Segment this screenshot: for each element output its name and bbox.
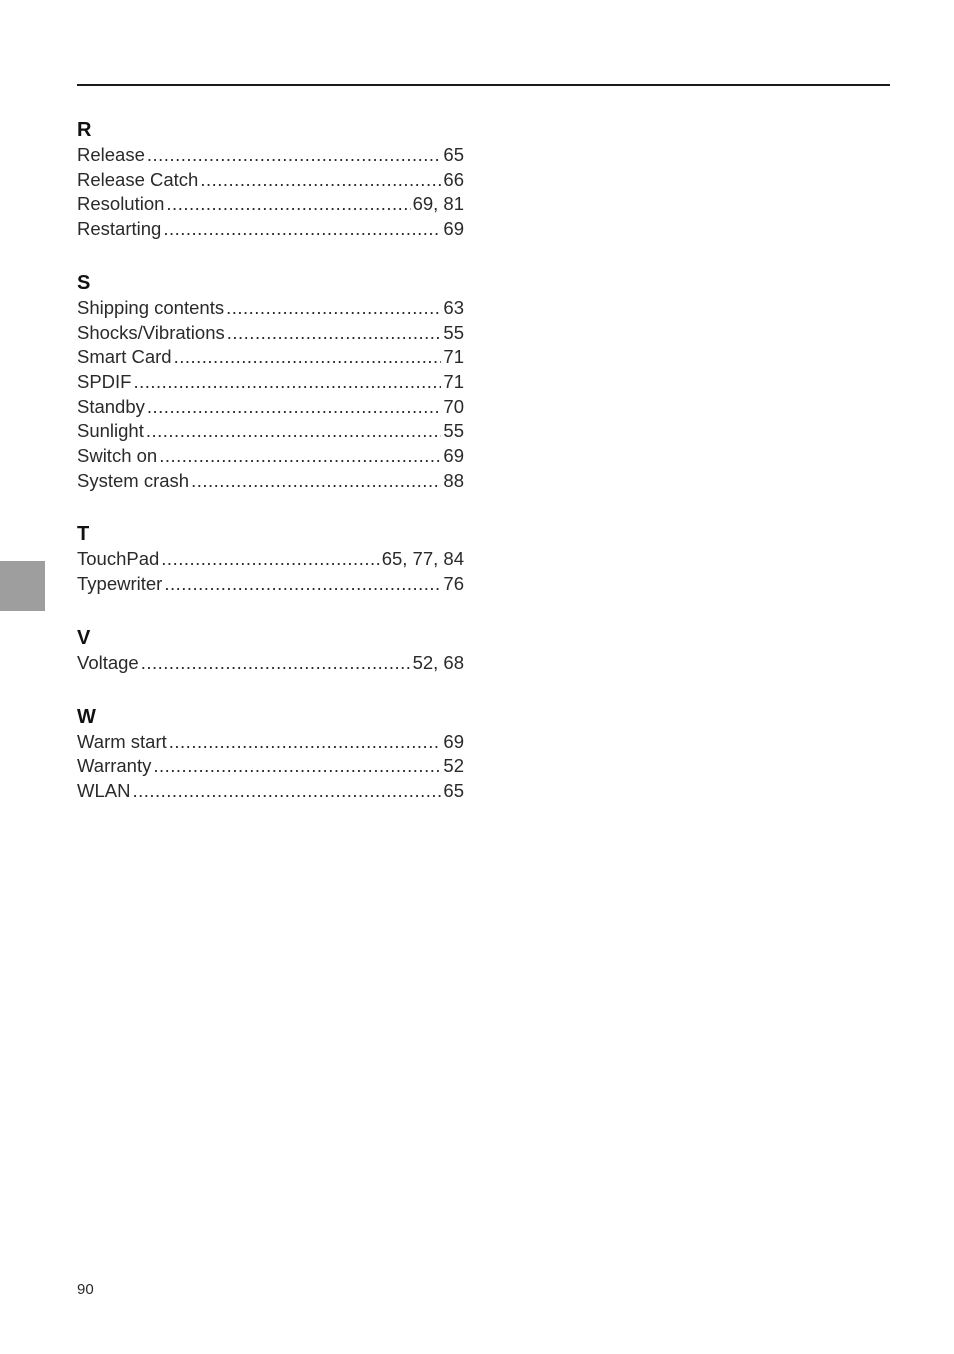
index-entry <box>77 143 464 168</box>
entry-term: SPDIF <box>77 370 132 392</box>
leader-dots <box>226 296 441 321</box>
index-section-w <box>77 704 464 804</box>
entry-pages: 69 <box>443 445 464 467</box>
leader-dots <box>163 217 441 242</box>
section-letter: W <box>77 705 96 728</box>
leader-dots <box>147 395 442 420</box>
entry-term: Restarting <box>77 218 162 240</box>
section-letter: T <box>77 523 90 546</box>
entry-term: Voltage <box>77 651 139 673</box>
index-entry <box>77 469 464 494</box>
entry-term: Warranty <box>77 755 152 777</box>
leader-dots <box>133 370 441 395</box>
entry-pages: 71 <box>443 346 464 368</box>
entry-term: TouchPad <box>77 548 160 570</box>
entry-pages: 52, 68 <box>412 651 464 673</box>
entry-term: Standby <box>77 395 145 417</box>
entry-term: Release Catch <box>77 168 199 190</box>
entry-pages: 71 <box>443 370 464 392</box>
leader-dots <box>147 143 442 168</box>
entry-term: Smart Card <box>77 346 172 368</box>
header-rule <box>77 84 890 86</box>
entry-pages: 76 <box>443 573 464 595</box>
entry-pages: 65 <box>443 779 464 801</box>
leader-dots <box>227 321 442 346</box>
entry-pages: 52 <box>443 755 464 777</box>
leader-dots <box>141 651 411 676</box>
index-entry <box>77 217 464 242</box>
entry-term: Sunlight <box>77 420 144 442</box>
leader-dots <box>169 730 442 755</box>
index-entry <box>77 754 464 779</box>
section-letter: S <box>77 271 91 294</box>
entry-term: System crash <box>77 469 190 491</box>
entry-pages: 66 <box>443 168 464 190</box>
leader-dots <box>200 168 441 193</box>
index-entry <box>77 296 464 321</box>
page-number: 90 <box>77 1281 94 1298</box>
index-entry <box>77 345 464 370</box>
index-entry <box>77 779 464 804</box>
entry-term: Warm start <box>77 730 167 752</box>
entry-pages: 88 <box>443 469 464 491</box>
leader-dots <box>166 192 410 217</box>
index-entry <box>77 370 464 395</box>
index-section-r <box>77 117 464 242</box>
index-entry <box>77 321 464 346</box>
entry-term: Resolution <box>77 193 165 215</box>
entry-pages: 55 <box>443 321 464 343</box>
chapter-thumb-tab <box>0 561 45 611</box>
entry-term: Typewriter <box>77 573 163 595</box>
leader-dots <box>161 547 379 572</box>
leader-dots <box>153 754 441 779</box>
index-entry <box>77 192 464 217</box>
index-entry <box>77 730 464 755</box>
entry-pages: 65, 77, 84 <box>381 548 464 570</box>
entry-pages: 70 <box>443 395 464 417</box>
index-section-t <box>77 521 464 596</box>
entry-pages: 65 <box>443 144 464 165</box>
section-letter: R <box>77 119 92 141</box>
entry-term: Shocks/Vibrations <box>77 321 225 343</box>
leader-dots <box>174 345 442 370</box>
entry-pages: 55 <box>443 420 464 442</box>
entry-pages: 69, 81 <box>412 193 464 215</box>
leader-dots <box>191 469 441 494</box>
entry-term: Shipping contents <box>77 296 225 318</box>
entry-pages: 69 <box>443 730 464 752</box>
index-entry <box>77 419 464 444</box>
entry-term: WLAN <box>77 779 131 801</box>
entry-pages: 69 <box>443 218 464 240</box>
index-entry <box>77 168 464 193</box>
index-list <box>77 117 464 832</box>
entry-term: Switch on <box>77 445 158 467</box>
index-entry <box>77 547 464 572</box>
index-entry <box>77 651 464 676</box>
index-entry <box>77 444 464 469</box>
leader-dots <box>159 444 441 469</box>
index-entry <box>77 395 464 420</box>
section-letter: V <box>77 626 91 649</box>
leader-dots <box>132 779 441 804</box>
index-entry <box>77 572 464 597</box>
entry-pages: 63 <box>443 296 464 318</box>
leader-dots <box>146 419 442 444</box>
index-section-v <box>77 625 464 676</box>
leader-dots <box>164 572 441 597</box>
index-section-s <box>77 270 464 494</box>
entry-term: Release <box>77 144 145 165</box>
